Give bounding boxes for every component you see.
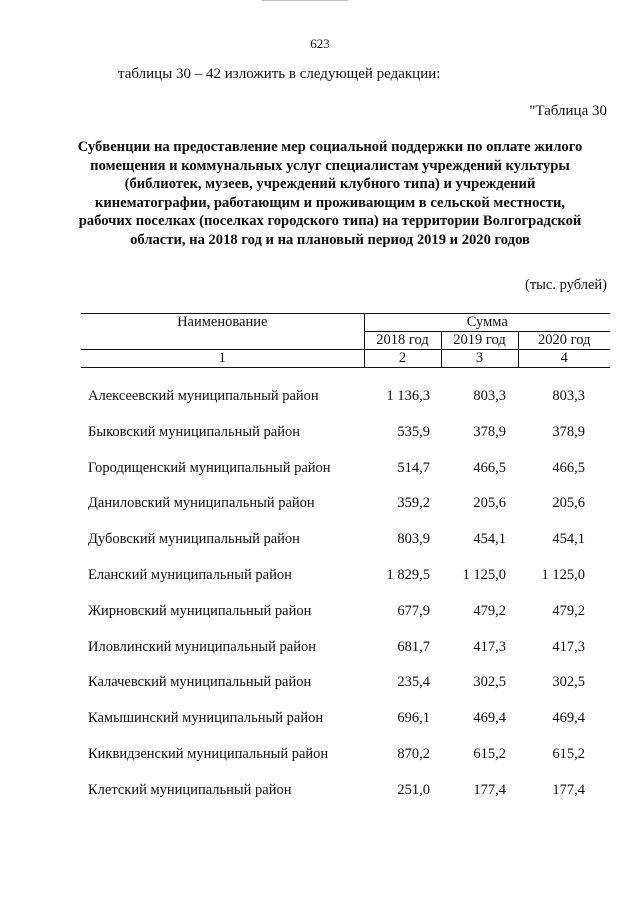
table-row	[81, 601, 610, 637]
table-row	[81, 708, 610, 744]
units-label: (тыс. рублей)	[525, 277, 607, 293]
col-number-2: 2	[364, 350, 441, 368]
row-value-2020: 803,3	[552, 388, 585, 404]
row-value-2018: 677,9	[397, 602, 430, 619]
col-number-4: 4	[518, 350, 610, 368]
table-row	[81, 637, 610, 673]
row-value-2019: 302,5	[473, 674, 506, 691]
row-value-2020: 469,4	[552, 710, 585, 727]
row-value-2019: 378,9	[473, 423, 506, 440]
table-row	[81, 493, 610, 529]
table-row	[81, 529, 610, 565]
row-name: Иловлинский муниципальный район	[88, 638, 316, 655]
row-value-2019: 803,3	[473, 388, 506, 404]
row-name: Дубовский муниципальный район	[88, 531, 300, 548]
row-value-2019: 205,6	[473, 495, 506, 512]
row-value-2018: 359,2	[397, 495, 430, 512]
row-value-2020: 417,3	[552, 638, 585, 655]
row-value-2020: 302,5	[552, 674, 585, 691]
row-value-2020: 1 125,0	[541, 566, 585, 583]
row-name: Быковский муниципальный район	[88, 423, 300, 440]
row-value-2019: 177,4	[473, 781, 506, 798]
row-name: Камышинский муниципальный район	[88, 710, 324, 727]
row-value-2020: 205,6	[552, 495, 585, 512]
row-value-2018: 870,2	[397, 745, 430, 762]
row-name: Алексеевский муниципальный район	[88, 388, 319, 404]
intro-text: таблицы 30 – 42 изложить в следующей редакции:	[118, 66, 441, 82]
row-value-2019: 466,5	[473, 459, 506, 476]
row-value-2018: 681,7	[397, 638, 430, 655]
table-row	[81, 458, 610, 494]
row-value-2019: 469,4	[473, 710, 506, 727]
header-year-2018: 2018 год	[364, 332, 441, 350]
table-row	[81, 422, 610, 458]
row-value-2019: 1 125,0	[462, 566, 506, 583]
row-value-2020: 466,5	[552, 459, 585, 476]
header-sum: Сумма	[364, 314, 610, 332]
table-body	[81, 386, 610, 816]
row-value-2018: 251,0	[397, 781, 430, 798]
table-label: "Таблица 30	[529, 103, 607, 119]
header-year-2020: 2020 год	[518, 332, 610, 350]
table-title: Субвенции на предоставление мер социальной поддержки по оплате жилого помещения и коммунальных услуг специалистам учреждений культуры (библиотек, музеев, учреждений клубного типа) и учреждений кинематографии, работающим и проживающим в сельской местности, рабочих поселках (поселках городского типа) на территории Волгоградской области, на 2018 год и на плановый период 2019 и 2020 годов	[77, 139, 583, 248]
col-number-1: 1	[81, 350, 364, 368]
row-name: Жирновский муниципальный район	[88, 602, 312, 619]
row-value-2019: 454,1	[473, 531, 506, 548]
row-value-2018: 235,4	[397, 674, 430, 691]
row-value-2020: 479,2	[552, 602, 585, 619]
row-value-2019: 417,3	[473, 638, 506, 655]
table-row	[81, 565, 610, 601]
table-header	[81, 313, 610, 368]
row-name: Городищенский муниципальный район	[88, 459, 331, 476]
row-name: Даниловский муниципальный район	[88, 495, 315, 512]
row-name: Клетский муниципальный район	[88, 781, 292, 798]
row-name: Еланский муниципальный район	[88, 566, 292, 583]
header-name: Наименование	[81, 314, 364, 350]
row-value-2019: 479,2	[473, 602, 506, 619]
table-row	[81, 386, 610, 422]
table-row	[81, 780, 610, 816]
table-row	[81, 744, 610, 780]
row-value-2020: 615,2	[552, 745, 585, 762]
header-year-2019: 2019 год	[441, 332, 518, 350]
row-value-2020: 454,1	[552, 531, 585, 548]
row-value-2018: 535,9	[397, 423, 430, 440]
row-value-2019: 615,2	[473, 745, 506, 762]
row-value-2018: 1 136,3	[386, 388, 430, 404]
row-value-2018: 696,1	[397, 710, 430, 727]
row-name: Калачевский муниципальный район	[88, 674, 312, 691]
row-value-2018: 803,9	[397, 531, 430, 548]
row-value-2018: 1 829,5	[386, 566, 430, 583]
table-row	[81, 672, 610, 708]
row-value-2018: 514,7	[397, 459, 430, 476]
page-number: 623	[310, 36, 330, 51]
row-value-2020: 177,4	[552, 781, 585, 798]
row-value-2020: 378,9	[552, 423, 585, 440]
top-scan-mark	[262, 0, 348, 1]
col-number-3: 3	[441, 350, 518, 368]
row-name: Киквидзенский муниципальный район	[88, 745, 329, 762]
